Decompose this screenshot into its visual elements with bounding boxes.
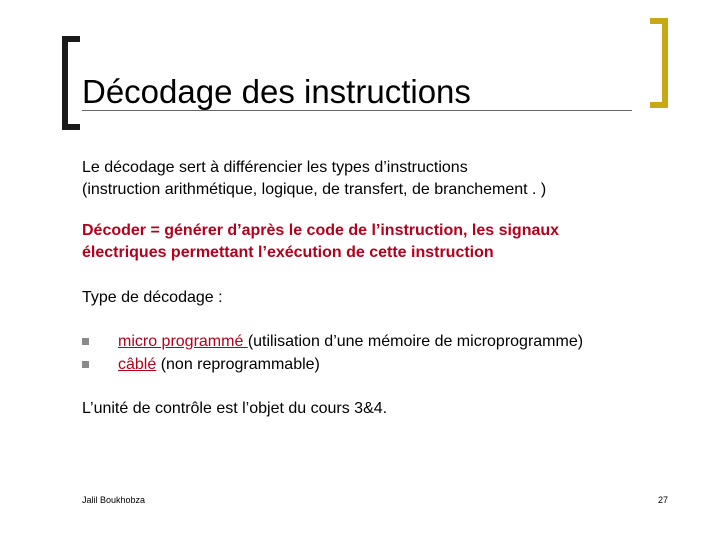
slide-title: Décodage des instructions <box>82 73 471 110</box>
list-item-term: micro programmé <box>118 333 248 350</box>
intro-line-1: Le décodage sert à différencier les types d’instructions <box>82 159 468 176</box>
title-bracket-right <box>650 18 668 108</box>
intro-line-2: (instruction arithmétique, logique, de transfert, de branchement . ) <box>82 181 547 198</box>
list-item-description: (utilisation d’une mémoire de microprogramme) <box>247 333 584 350</box>
footer-author: Jalil Boukhobza <box>82 495 146 505</box>
definition-paragraph <box>82 220 559 264</box>
title-underline <box>82 110 632 111</box>
intro-paragraph <box>82 157 546 201</box>
definition-line-2: électriques permettant l’exécution de cette instruction <box>82 244 494 261</box>
footer-page-number: 27 <box>657 495 668 505</box>
square-bullet-icon <box>82 338 89 345</box>
list-item-term: câblé <box>118 356 157 373</box>
title-bracket-left <box>62 36 80 130</box>
decoding-types-heading: Type de décodage : <box>82 289 223 306</box>
square-bullet-icon <box>82 361 89 368</box>
definition-line-1: Décoder = générer d’après le code de l’instruction, les signaux <box>82 222 560 239</box>
list-item-description: (non reprogrammable) <box>156 356 320 373</box>
conclusion-paragraph: L’unité de contrôle est l’objet du cours 3&4. <box>82 400 388 417</box>
